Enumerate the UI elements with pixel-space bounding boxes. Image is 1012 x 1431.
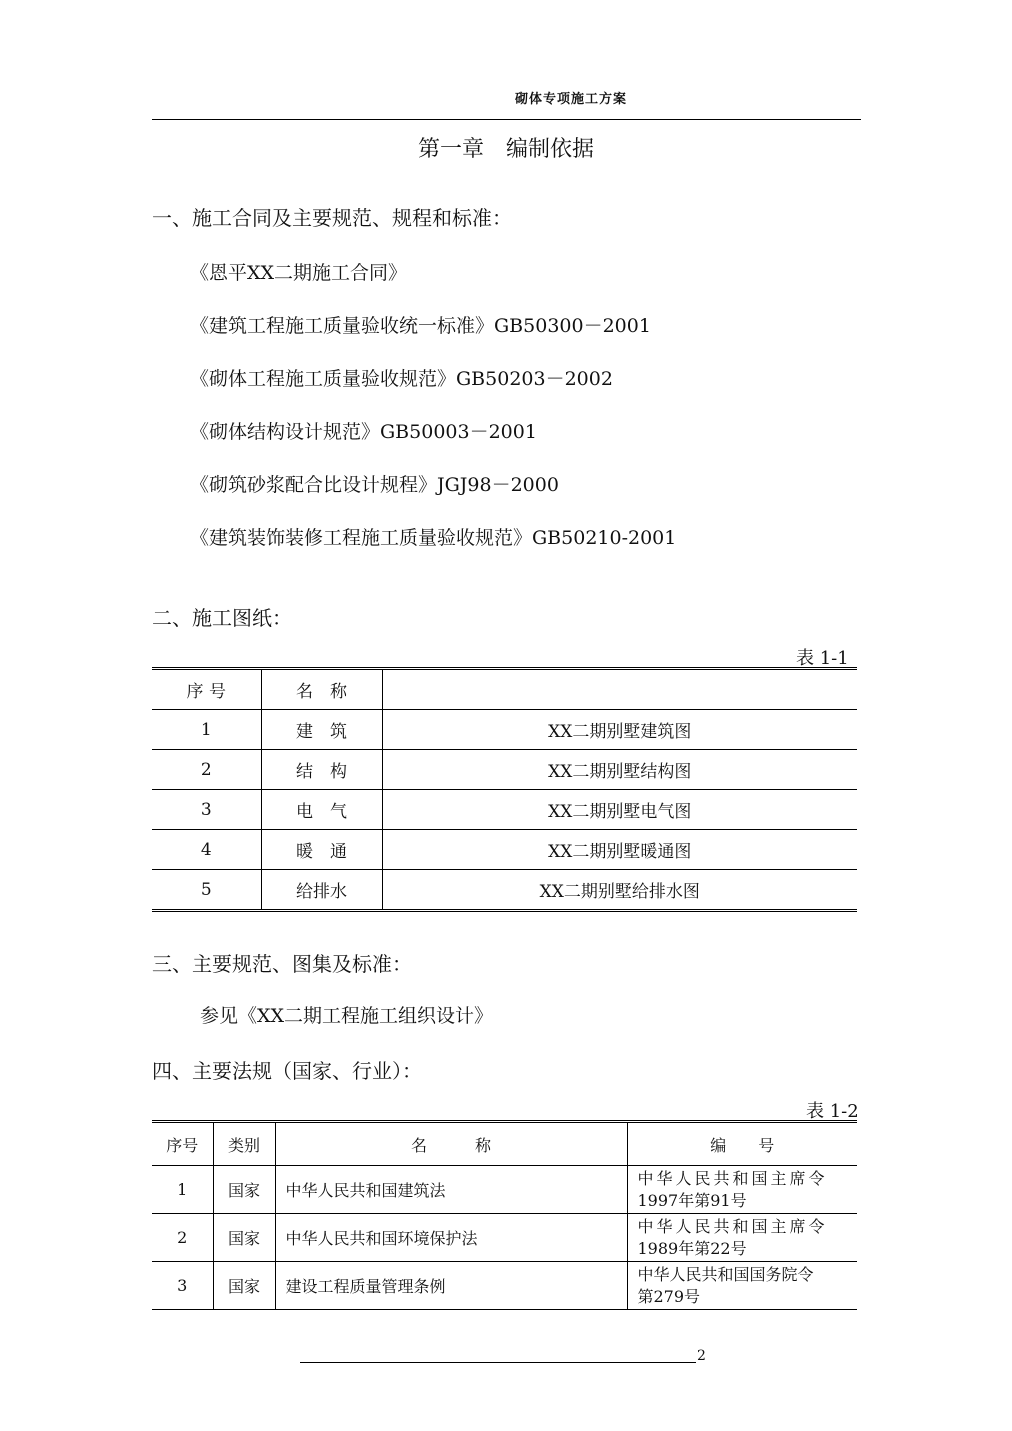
reference-item: 《建筑工程施工质量验收统一标准》GB50300－2001 bbox=[190, 315, 651, 337]
code-line-1: 中华人民共和国主席令 bbox=[637, 1168, 828, 1188]
section-2-heading: 二、施工图纸： bbox=[152, 606, 292, 630]
header-cell: 编 号 bbox=[627, 1122, 857, 1166]
regulation-name: 建设工程质量管理条例 bbox=[275, 1262, 627, 1310]
table-row bbox=[152, 870, 857, 911]
table-header-row bbox=[152, 1122, 857, 1166]
regulation-name: 中华人民共和国建筑法 bbox=[275, 1166, 627, 1214]
code-line-1: 中华人民共和国主席令 bbox=[637, 1216, 828, 1236]
reference-item: 《砌筑砂浆配合比设计规程》JGJ98－2000 bbox=[190, 474, 559, 496]
regulations-table bbox=[152, 1120, 857, 1310]
table-row bbox=[152, 710, 857, 750]
drawing-title: XX二期别墅给排水图 bbox=[382, 870, 857, 911]
header-rule bbox=[152, 119, 861, 120]
discipline-name: 暖 通 bbox=[261, 830, 382, 870]
table-row bbox=[152, 750, 857, 790]
table-row bbox=[152, 1166, 857, 1214]
regulation-type: 国家 bbox=[213, 1262, 275, 1310]
row-number: 3 bbox=[152, 790, 261, 830]
header-cell: 名 称 bbox=[275, 1122, 627, 1166]
discipline-name: 结 构 bbox=[261, 750, 382, 790]
discipline-name: 给排水 bbox=[261, 870, 382, 911]
regulation-code bbox=[627, 1166, 857, 1214]
drawing-title: XX二期别墅电气图 bbox=[382, 790, 857, 830]
table-header-row bbox=[152, 669, 857, 710]
footer-rule bbox=[300, 1362, 696, 1363]
discipline-name: 电 气 bbox=[261, 790, 382, 830]
discipline-name: 建 筑 bbox=[261, 710, 382, 750]
drawing-title: XX二期别墅结构图 bbox=[382, 750, 857, 790]
section-1-heading: 一、施工合同及主要规范、规程和标准： bbox=[152, 206, 512, 230]
header-cell: 序 号 bbox=[152, 669, 261, 710]
header-cell: 名 称 bbox=[261, 669, 382, 710]
regulation-type: 国家 bbox=[213, 1214, 275, 1262]
code-line-2: 1997年第91号 bbox=[637, 1190, 747, 1210]
code-line-2: 1989年第22号 bbox=[637, 1238, 747, 1258]
regulation-type: 国家 bbox=[213, 1166, 275, 1214]
regulation-name: 中华人民共和国环境保护法 bbox=[275, 1214, 627, 1262]
table-2-caption: 表 1-2 bbox=[806, 1101, 859, 1122]
reference-item: 《砌体工程施工质量验收规范》GB50203－2002 bbox=[190, 368, 613, 390]
table-row bbox=[152, 1262, 857, 1310]
header-cell bbox=[382, 669, 857, 710]
table-1-caption: 表 1-1 bbox=[796, 648, 849, 669]
section-3-heading: 三、主要规范、图集及标准： bbox=[152, 952, 412, 976]
reference-item: 《砌体结构设计规范》GB50003－2001 bbox=[190, 421, 537, 443]
regulation-code bbox=[627, 1262, 857, 1310]
table-row bbox=[152, 830, 857, 870]
drawings-table bbox=[152, 667, 857, 912]
reference-item: 《恩平XX二期施工合同》 bbox=[190, 262, 408, 284]
header-cell: 序号 bbox=[152, 1122, 213, 1166]
regulation-code bbox=[627, 1214, 857, 1262]
reference-item: 《建筑装饰装修工程施工质量验收规范》GB50210-2001 bbox=[190, 527, 677, 549]
table-row bbox=[152, 1214, 857, 1262]
row-number: 2 bbox=[152, 750, 261, 790]
page-number: 2 bbox=[697, 1348, 706, 1364]
row-number: 4 bbox=[152, 830, 261, 870]
running-header-title: 砌体专项施工方案 bbox=[515, 92, 628, 107]
section-4-heading: 四、主要法规（国家、行业）： bbox=[152, 1059, 422, 1083]
row-number: 2 bbox=[152, 1214, 213, 1262]
drawing-title: XX二期别墅建筑图 bbox=[382, 710, 857, 750]
header-cell: 类别 bbox=[213, 1122, 275, 1166]
row-number: 1 bbox=[152, 710, 261, 750]
code-line-1: 中华人民共和国国务院令 bbox=[637, 1264, 814, 1284]
table-row bbox=[152, 790, 857, 830]
chapter-title: 第一章 编制依据 bbox=[417, 137, 594, 162]
section-3-text: 参见《XX二期工程施工组织设计》 bbox=[200, 1005, 494, 1027]
row-number: 3 bbox=[152, 1262, 213, 1310]
drawing-title: XX二期别墅暖通图 bbox=[382, 830, 857, 870]
code-line-2: 第279号 bbox=[637, 1286, 701, 1306]
row-number: 5 bbox=[200, 879, 212, 900]
row-number: 1 bbox=[152, 1166, 213, 1214]
